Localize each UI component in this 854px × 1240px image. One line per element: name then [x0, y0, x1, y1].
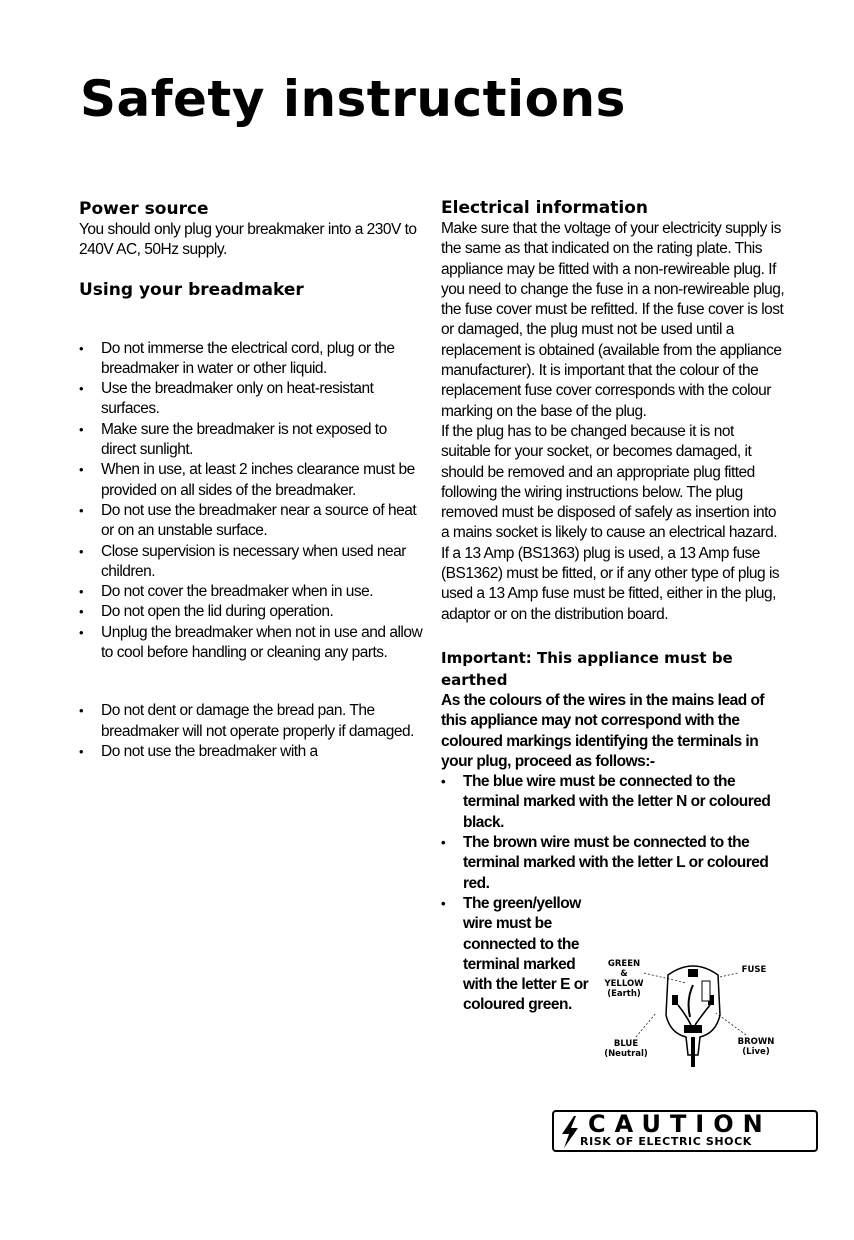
important-intro: As the colours of the wires in the mains lead of this appliance may not correspond with the coloured markings identifying the terminals in your plug, proceed as follows:-: [441, 691, 765, 770]
power-source-text: You should only plug your breakmaker into a 230V to 240V AC, 50Hz supply.: [79, 221, 417, 259]
list-item: • The blue wire must be connected to the terminal marked with the letter N or coloured black.: [441, 772, 786, 833]
electrical-heading: Electrical information: [441, 198, 648, 218]
electrical-paragraph-1: Make sure that the voltage of your electricity supply is the same as that indicated on the rating plate. This appliance may be fitted with a non-rewireable plug. If you need to change the fuse in a non-rewireable plug, the fuse cover must be refitted. If the fuse cover is lost or damaged, the plug must not be used until a replacement is obtained (available from the appliance manufacturer). It is important that the colour of the replacement fuse cover corresponds with the colour marking on the base of the plug.: [441, 220, 785, 420]
caution-box: [552, 1110, 818, 1152]
list-item: • Do not cover the breadmaker when in use.: [79, 582, 424, 602]
lightning-bolt-icon: [560, 1116, 580, 1148]
list-item: • Make sure the breadmaker is not exposed to direct sunlight.: [79, 420, 424, 461]
list-item: • Do not open the lid during operation.: [79, 602, 424, 622]
list-item: • Do not use the breadmaker with a: [79, 742, 424, 762]
using-heading: Using your breadmaker: [79, 279, 304, 300]
list-item: • Do not use the breadmaker near a source of heat or on an unstable surface.: [79, 501, 424, 542]
list-item: • The green/yellow wire must be connected to the terminal marked with the letter E or coloured green.: [441, 894, 605, 1016]
list-item: • Do not dent or damage the bread pan. The breadmaker will not operate properly if damaged.: [79, 701, 424, 742]
using-list-continued: [79, 701, 424, 762]
important-heading: Important: This appliance must be earthed: [441, 648, 733, 689]
brown-label: BROWN (Live): [737, 1037, 775, 1057]
caution-subtitle: RISK OF ELECTRIC SHOCK: [580, 1135, 752, 1148]
left-column: [79, 198, 424, 762]
list-item: • Unplug the breadmaker when not in use and allow to cool before handling or cleaning any parts.: [79, 623, 424, 664]
power-source-heading: Power source: [79, 199, 209, 219]
list-item: • The brown wire must be connected to the terminal marked with the letter L or coloured red.: [441, 833, 786, 894]
list-item: • Do not immerse the electrical cord, plug or the breadmaker in water or other liquid.: [79, 339, 424, 380]
using-list: [79, 339, 424, 664]
fuse-label: FUSE: [741, 965, 767, 975]
list-item: • Close supervision is necessary when used near children.: [79, 542, 424, 583]
list-item: • Use the breadmaker only on heat-resistant surfaces.: [79, 379, 424, 420]
green-yellow-label: GREEN & YELLOW (Earth): [604, 959, 644, 999]
caution-title: CAUTION: [588, 1110, 772, 1138]
right-column: [441, 197, 786, 1016]
electrical-paragraph-2: If the plug has to be changed because it is not suitable for your socket, or becomes damaged, it should be removed and an appropriate plug fitted following the wiring instructions below. The plug removed must be disposed of safely as insertion into a mains socket is likely to cause an electrical hazard.: [441, 422, 778, 542]
electrical-paragraph-3: If a 13 Amp (BS1363) plug is used, a 13 Amp fuse (BS1362) must be fitted, or if any other type of plug is used a 13 Amp fuse must be fitted, either in the plug, adaptor or on the distribution board.: [441, 544, 780, 623]
blue-label: BLUE (Neutral): [604, 1039, 648, 1059]
page-title: Safety instructions: [80, 70, 626, 128]
list-item: • When in use, at least 2 inches clearance must be provided on all sides of the breadmaker.: [79, 460, 424, 501]
plug-wiring-diagram: [598, 955, 788, 1070]
